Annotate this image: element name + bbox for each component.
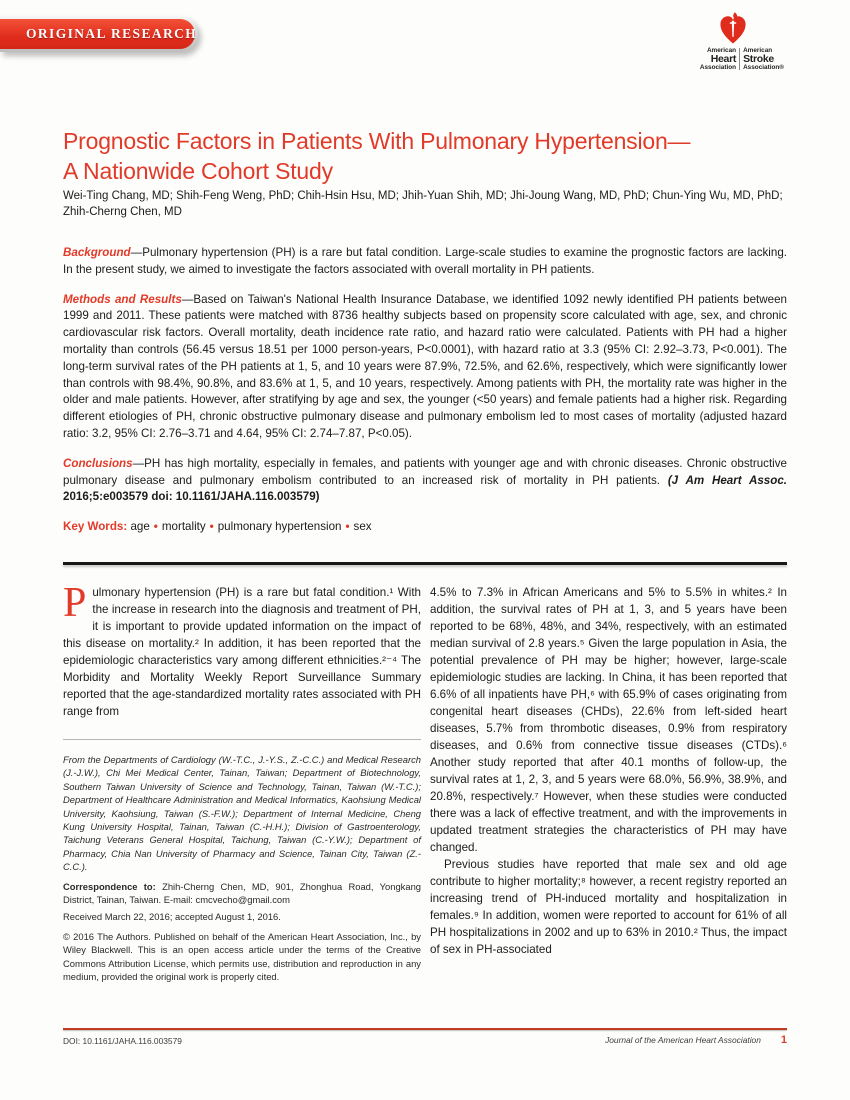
bullet-separator: •	[209, 520, 214, 534]
abstract-background-text: —Pulmonary hypertension (PH) is a rare but fatal condition. Large-scale studies to examine the prognostic factors are lacking. In the present study, we aimed to investigate the factors associated with overall mortality in PH patients.	[63, 246, 787, 276]
logo-stroke-association-text	[743, 47, 794, 71]
keywords-line	[63, 519, 787, 536]
abstract-conclusions	[63, 456, 787, 506]
page-number: 1	[780, 1034, 787, 1046]
authors-list: Wei-Ting Chang, MD; Shih-Feng Weng, PhD; Chih-Hsin Hsu, MD; Jhih-Yuan Shih, MD; Jhi-Joung Wang, MD, PhD; Chun-Ying Wu, MD, PhD; Zhih-Cherng Chen, MD	[63, 190, 783, 218]
aha-asa-logo	[692, 12, 794, 71]
keyword: sex	[353, 520, 372, 534]
dropcap-letter: P	[63, 580, 87, 626]
body-paragraph-text: ulmonary hypertension (PH) is a rare but fatal condition.¹ With the increase in research into the diagnosis and treatment of PH, it is important to provide updated information on the impact of this disease on mortality.² In addition, it has been reported that the epidemiologic characteristics vary among different ethnicities.²⁻⁴ The Morbidity and Mortality Weekly Report Surveillance Summary reported that the age-standardized mortality rates associated with PH range from	[63, 586, 421, 718]
footer-journal-name: Journal of the American Heart Association	[605, 1035, 761, 1045]
bullet-separator: •	[153, 520, 158, 534]
left-column	[63, 580, 421, 984]
abstract-methods-text: —Based on Taiwan's National Health Insurance Database, we identified 1092 newly identified PH patients between 1999 and 2011. These patients were matched with 8736 healthy subjects based on propensity score calculated with age, sex, and chronic cardiovascular risk factors. Overall mortality, death incidence rate ratio, and hazard ratio were calculated. Patients with PH had a higher mortality than controls (56.45 versus 18.51 per 1000 person-years, P<0.0001), with hazard ratio at 3.3 (95% CI: 2.92–3.73, P<0.001). The long-term survival rates of the PH patients at 1, 5, and 10 years were 87.9%, 72.5%, and 62.6%, respectively, which were significantly lower than controls with 98.4%, 90.8%, and 83.6% at 1, 5, and 10 years, respectively. Among patients with PH, the mortality rate was higher in the older and male patients. However, after stratifying by age and sex, the younger (<50 years) and female patients had a higher risk. Regarding different etiologies of PH, chronic obstructive pulmonary disease and pulmonary embolism led to most cases of mortality (adjusted hazard ratio: 3.2, 95% CI: 2.76–3.71 and 4.64, 95% CI: 2.74–7.87, P<0.05).	[63, 292, 787, 440]
footer-doi: DOI: 10.1161/JAHA.116.003579	[63, 1036, 182, 1046]
copyright-note: © 2016 The Authors. Published on behalf of the American Heart Association, Inc., by Wiley Blackwell. This is an open access article under the terms of the Creative Commons Attribution License, which permits use, distribution and reproduction in any medium, provided the original work is properly cited.	[63, 930, 421, 983]
affiliations-note: From the Departments of Cardiology (W.-T.C., J.-Y.S., Z.-C.C.) and Medical Research (J.-J.W.), Chi Mei Medical Center, Tainan, Taiwan; Department of Biotechnology, Southern Taiwan University of Science and Technology, Tainan, Taiwan (W.-T.C.); Department of Healthcare Administration and Medical Informatics, Kaohsiung Medical University, Kaohsiung, Taiwan (S.-F.W.); Department of Internal Medicine, Cheng Kung University Hospital, Tainan, Taiwan (C.-H.H.); Division of Gastroenterology, Taichung Veterans General Hospital, Taichung, Taiwan (C.-Y.W.); Department of Pharmacy, Chia Nan University of Pharmacy and Science, Tainan City, Taiwan (Z.-C.C.).	[63, 754, 421, 873]
logo-text-line: American	[743, 47, 773, 54]
received-accepted-note: Received March 22, 2016; accepted August 1, 2016.	[63, 911, 281, 923]
original-research-banner	[0, 16, 198, 52]
title-line-1: Prognostic Factors in Patients With Pulmonary Hypertension—	[63, 128, 691, 154]
correspondence-label: Correspondence to:	[63, 880, 156, 892]
logo-text	[692, 47, 794, 71]
heart-torch-icon	[718, 12, 748, 45]
right-column	[430, 584, 787, 958]
footer-right	[605, 1034, 787, 1046]
abstract-conclusions-text: —PH has high mortality, especially in females, and patients with younger age and with chronic diseases. Chronic obstructive pulmonary disease and pulmonary embolism contributed to an increased risk of mortality in PH patients.	[63, 456, 787, 487]
correspondence-note	[63, 880, 421, 907]
abstract	[63, 245, 787, 549]
keyword: mortality	[161, 520, 206, 534]
section-label-background: Background	[63, 246, 131, 259]
journal-citation-italic: (J Am Heart Assoc.	[667, 473, 787, 487]
body-paragraph: 4.5% to 7.3% in African Americans and 5% to 5.5% in whites.² In addition, the survival rates of PH at 1, 3, and 5 years have been reported to be 68%, 48%, and 34%, respectively, with an estimated median survival of 2.8 years.⁵ Given the large population in Asia, the potential prevalence of PH may be higher; however, large-scale epidemiologic studies are lacking. In China, it has been reported that 6.6% of all inpatients have PH,⁶ with 65.9% of cases originating from congenital heart diseases (CHDs), 22.6% from left-sided heart diseases, 5.7% from thrombotic diseases, 0.9% from respiratory diseases, and 0.6% from connective tissue diseases (CTDs).⁶ Another study reported that after 40.1 months of follow-up, the survival rates at 1, 2, 3, and 5 years were 68.0%, 56.9%, 38.9%, and 20.8%, respectively.⁷ However, when these studies were conducted there was a lack of effective treatment, and with the improvements in updated treatment strategies the characteristics of PH may have changed.	[430, 586, 787, 854]
title-line-2: A Nationwide Cohort Study	[63, 158, 333, 184]
keywords-label: Key Words:	[63, 520, 128, 534]
journal-citation-bold: 2016;5:e003579 doi: 10.1161/JAHA.116.003579)	[63, 490, 320, 504]
section-label-methods: Methods and Results	[63, 292, 182, 306]
logo-text-line: Stroke	[743, 53, 774, 65]
abstract-methods-results	[63, 292, 787, 443]
keyword: pulmonary hypertension	[217, 520, 342, 534]
body-paragraph	[63, 580, 421, 720]
abstract-body-divider	[63, 562, 787, 565]
bullet-separator: •	[345, 520, 350, 534]
logo-text-line: Association®	[743, 64, 784, 71]
keyword: age	[130, 520, 150, 534]
abstract-background	[63, 245, 787, 279]
correspondence-text: Zhih-Cherng Chen, MD, 901, Zhonghua Road, Yongkang District, Tainan, Taiwan. E-mail: cmcvecho@gmail.com	[63, 880, 421, 906]
logo-divider	[739, 48, 740, 70]
body-paragraph: Previous studies have reported that male sex and old age contribute to higher mortality;⁸ however, a recent registry reported an increasing trend of PH-induced mortality and hospitalization in females.⁹ In addition, women were reported to account for 61% of all PH hospitalizations in 2002 and up to 63% in 2010.² Thus, the impact of sex in PH-associated	[430, 858, 787, 956]
section-label-conclusions: Conclusions	[63, 456, 133, 470]
footer-divider	[63, 1028, 787, 1030]
article-title	[63, 126, 793, 186]
logo-heart-association-text	[692, 47, 736, 71]
footnote-block	[63, 739, 421, 984]
logo-text-line: American	[706, 47, 737, 54]
logo-text-line: Association	[699, 64, 737, 71]
banner-ribbon	[0, 19, 198, 49]
logo-text-line: Heart	[710, 53, 737, 65]
banner-label: ORIGINAL RESEARCH	[26, 26, 198, 41]
